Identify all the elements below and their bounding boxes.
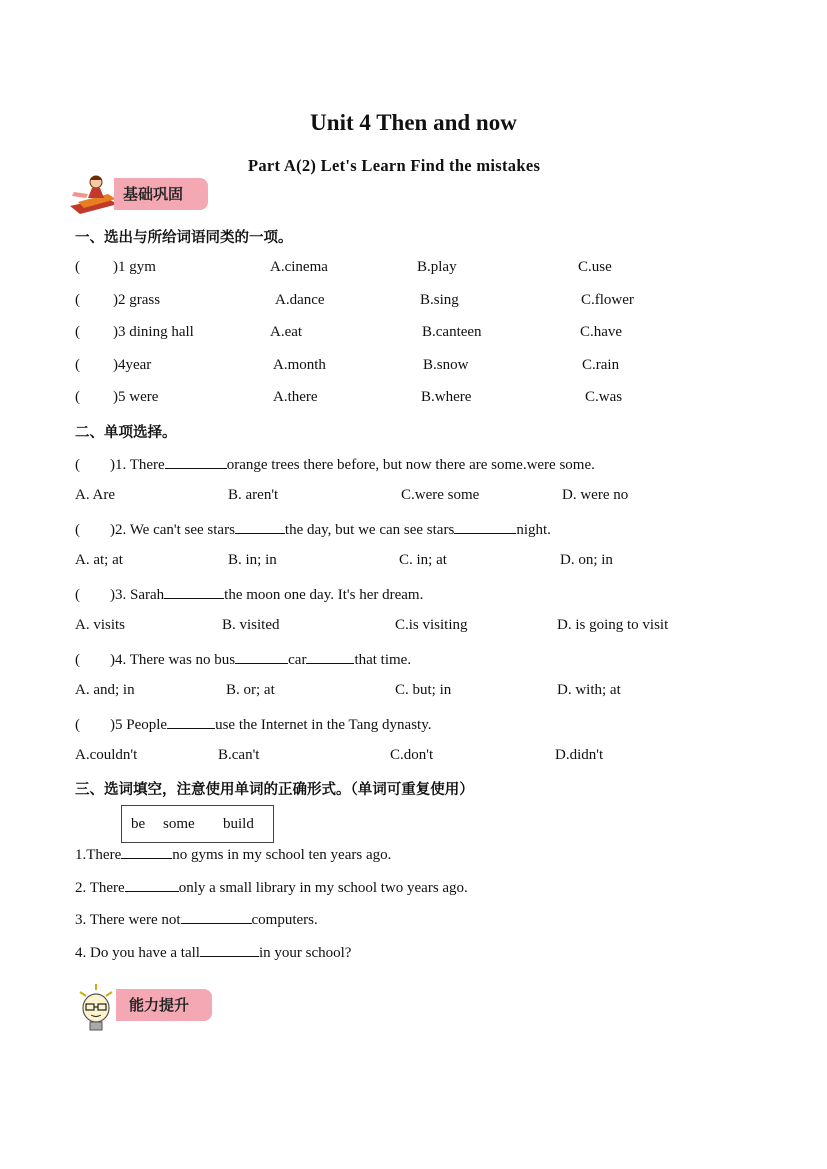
section-badge-advance [76,984,216,1034]
section-1-heading: 一、选出与所给词语同类的一项。 [75,230,293,246]
sec3-sentence-1: 1.There no gyms in my school ten years ago. [75,844,391,864]
page-subtitle: Part A(2) Let's Learn Find the mistakes [248,156,541,175]
answer-blank[interactable] [235,649,288,664]
sec2-q4: ( )4. There was no bus car that time. [75,649,411,669]
section-2-heading: 二、单项选择。 [75,425,177,441]
answer-blank[interactable] [306,649,354,664]
answer-blank[interactable] [235,519,285,534]
answer-blank[interactable] [164,584,224,599]
answer-blank[interactable] [125,877,179,892]
sec2-q3: ( )3. Sarah the moon one day. It's her dream. [75,584,423,604]
lightbulb-icon [76,984,120,1034]
word-bank-word: some [163,816,195,832]
badge-label: 能力提升 [129,996,190,1014]
badge-label: 基础巩固 [123,185,184,203]
sec2-q2: ( )2. We can't see stars the day, but we can see stars night. [75,519,551,539]
word-bank-box [121,805,274,843]
answer-blank[interactable] [167,714,215,729]
answer-blank[interactable] [454,519,516,534]
page-title: Unit 4 Then and now [310,110,517,135]
answer-blank[interactable] [165,454,227,469]
sec3-sentence-2: 2. There only a small library in my school two years ago. [75,877,468,897]
section-3-heading: 三、选词填空，注意使用单词的正确形式。（单词可重复使用） [75,782,474,798]
answer-blank[interactable] [121,844,172,859]
answer-blank[interactable] [200,942,259,957]
sec3-sentence-3: 3. There were not computers. [75,909,318,929]
sec2-q5: ( )5 People use the Internet in the Tang dynasty. [75,714,431,734]
sec3-sentence-4: 4. Do you have a tall in your school? [75,942,351,962]
sec2-q1: ( )1. There orange trees there before, but now there are some.were some. [75,454,595,474]
word-bank-word: be [131,816,146,832]
section-badge-basic [66,172,211,216]
word-bank-word: build [223,816,254,832]
answer-blank[interactable] [181,909,252,924]
